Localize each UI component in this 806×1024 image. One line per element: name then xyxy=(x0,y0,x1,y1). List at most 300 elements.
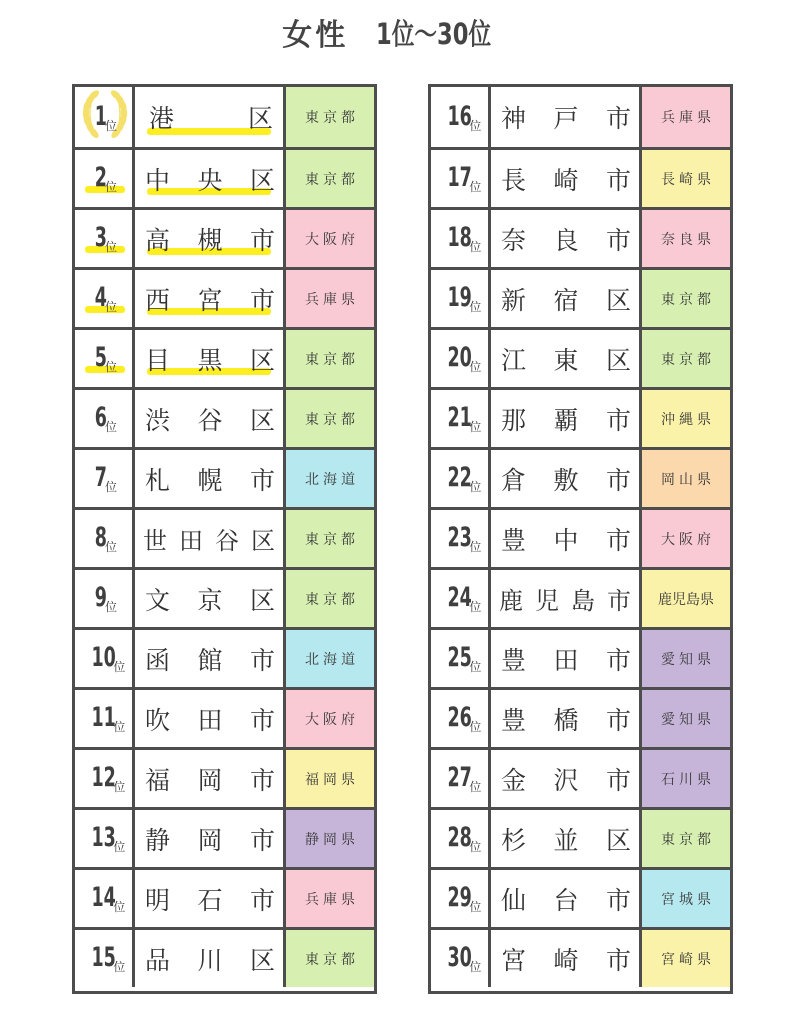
prefecture-cell xyxy=(286,270,374,327)
rank-label xyxy=(75,510,132,567)
prefecture-cell xyxy=(642,810,730,867)
ranking-row xyxy=(75,507,374,567)
rank-label xyxy=(75,630,132,687)
rank-cell xyxy=(431,630,491,687)
ranking-row xyxy=(75,747,374,807)
city-char: 区 xyxy=(249,345,275,375)
city-char: 京 xyxy=(197,585,223,615)
rank-cell xyxy=(75,750,135,807)
city-name xyxy=(145,210,275,267)
rank-number: 7 xyxy=(94,462,107,493)
prefecture-cell xyxy=(642,510,730,567)
ranking-row xyxy=(431,867,730,927)
rank-suffix: 位 xyxy=(113,900,126,914)
prefecture-name: 東京都 xyxy=(661,831,715,848)
rank-suffix: 位 xyxy=(104,180,117,194)
city-char: 市 xyxy=(605,225,631,255)
rank-label xyxy=(431,270,488,327)
prefecture-name: 宮崎県 xyxy=(661,951,715,968)
rank-number: 19 xyxy=(447,282,472,313)
rank-suffix: 位 xyxy=(469,118,482,133)
city-char: 豊 xyxy=(501,705,527,735)
ranking-row xyxy=(75,927,374,987)
rank-label xyxy=(431,690,488,747)
city-name xyxy=(145,150,275,207)
prefecture-cell xyxy=(286,930,374,987)
rank-suffix: 位 xyxy=(469,840,482,854)
rank-label xyxy=(75,690,132,747)
prefecture-cell xyxy=(286,150,374,207)
city-char: 児 xyxy=(535,587,559,615)
city-char: 市 xyxy=(249,465,275,495)
rank-number: 14 xyxy=(91,882,116,913)
city-char: 市 xyxy=(605,765,631,795)
city-char: 東 xyxy=(553,345,579,375)
city-char: 市 xyxy=(249,705,275,735)
rank-suffix: 位 xyxy=(469,300,482,314)
rank-suffix: 位 xyxy=(469,600,482,614)
prefecture-cell xyxy=(642,930,730,987)
prefecture-cell xyxy=(642,570,730,627)
city-char: 区 xyxy=(249,165,275,195)
city-char: 高 xyxy=(145,225,171,255)
prefecture-name: 福岡県 xyxy=(305,771,359,788)
rank-cell xyxy=(431,570,491,627)
rank-number: 4 xyxy=(94,282,107,313)
prefecture-name: 大阪府 xyxy=(305,231,359,248)
city-name xyxy=(145,750,275,807)
city-char: 杉 xyxy=(501,825,527,855)
rank-cell xyxy=(75,630,135,687)
rank-cell xyxy=(75,390,135,447)
rank-cell xyxy=(75,870,135,927)
city-char: 仙 xyxy=(501,885,527,915)
city-cell xyxy=(491,510,642,567)
city-char: 区 xyxy=(605,345,631,375)
prefecture-name: 東京都 xyxy=(305,531,359,548)
city-char: 奈 xyxy=(501,225,527,255)
rank-cell xyxy=(75,210,135,267)
rank-cell xyxy=(431,87,491,147)
rank-suffix: 位 xyxy=(113,960,126,974)
ranking-row xyxy=(431,387,730,447)
city-char: 田 xyxy=(179,527,203,555)
rank-suffix: 位 xyxy=(469,780,482,794)
rank-cell xyxy=(75,570,135,627)
rank-suffix: 位 xyxy=(104,420,117,434)
city-cell xyxy=(135,330,286,387)
ranking-row xyxy=(431,567,730,627)
rank-number: 8 xyxy=(94,522,107,553)
rank-cell xyxy=(75,150,135,207)
city-cell xyxy=(135,210,286,267)
ranking-row xyxy=(75,867,374,927)
prefecture-name: 岡山県 xyxy=(661,471,715,488)
city-cell xyxy=(135,630,286,687)
ranking-row xyxy=(75,627,374,687)
city-cell xyxy=(135,570,286,627)
prefecture-cell xyxy=(642,390,730,447)
rank-suffix: 位 xyxy=(469,360,482,374)
city-char: 央 xyxy=(197,165,223,195)
prefecture-name: 東京都 xyxy=(305,171,359,188)
rank-number: 29 xyxy=(447,882,472,913)
prefecture-name: 兵庫県 xyxy=(305,291,359,308)
city-char: 函 xyxy=(145,645,171,675)
rank-number: 28 xyxy=(447,822,472,853)
city-char: 市 xyxy=(249,825,275,855)
city-name xyxy=(501,330,631,387)
city-char: 文 xyxy=(145,585,171,615)
prefecture-cell xyxy=(642,330,730,387)
city-name xyxy=(145,270,275,327)
city-char: 市 xyxy=(605,885,631,915)
rank-suffix: 位 xyxy=(104,240,117,254)
city-name xyxy=(145,690,275,747)
city-char: 市 xyxy=(249,765,275,795)
ranking-row xyxy=(75,807,374,867)
prefecture-name: 北海道 xyxy=(305,651,359,668)
rank-number: 12 xyxy=(91,762,116,793)
rank-cell xyxy=(431,690,491,747)
city-cell xyxy=(491,450,642,507)
rank-cell xyxy=(75,810,135,867)
rank-cell xyxy=(431,210,491,267)
prefecture-cell xyxy=(286,690,374,747)
prefecture-cell xyxy=(286,810,374,867)
rank-label xyxy=(431,750,488,807)
city-char: 新 xyxy=(501,285,527,315)
rank-number: 27 xyxy=(447,762,472,793)
rank-cell xyxy=(431,390,491,447)
city-name xyxy=(145,330,275,387)
rank-label xyxy=(75,87,132,147)
prefecture-name: 鹿児島県 xyxy=(658,591,714,608)
city-char: 宮 xyxy=(197,285,223,315)
rank-number: 23 xyxy=(447,522,472,553)
prefecture-cell xyxy=(286,330,374,387)
rank-number: 16 xyxy=(447,100,472,132)
city-char: 市 xyxy=(605,465,631,495)
city-cell xyxy=(135,870,286,927)
city-name xyxy=(501,690,631,747)
city-char: 鹿 xyxy=(499,587,523,615)
city-char: 敷 xyxy=(553,465,579,495)
rank-suffix: 位 xyxy=(104,600,117,614)
city-char: 沢 xyxy=(553,765,579,795)
rank-label xyxy=(431,450,488,507)
city-char: 神 xyxy=(501,104,527,133)
ranking-row xyxy=(431,807,730,867)
city-char: 市 xyxy=(605,405,631,435)
ranking-row xyxy=(75,687,374,747)
rank-number: 3 xyxy=(94,222,107,253)
city-name xyxy=(145,390,275,447)
city-char: 田 xyxy=(197,705,223,735)
city-cell xyxy=(491,690,642,747)
city-cell xyxy=(135,810,286,867)
city-name xyxy=(145,570,275,627)
rank-label xyxy=(75,390,132,447)
ranking-row xyxy=(431,207,730,267)
city-char: 台 xyxy=(553,885,579,915)
prefecture-name: 大阪府 xyxy=(305,711,359,728)
city-cell xyxy=(491,330,642,387)
prefecture-name: 長崎県 xyxy=(661,171,715,188)
city-char: 江 xyxy=(501,345,527,375)
city-char: 市 xyxy=(605,525,631,555)
city-char: 明 xyxy=(145,885,171,915)
city-cell xyxy=(491,750,642,807)
rank-label xyxy=(75,810,132,867)
ranking-row xyxy=(431,447,730,507)
rank-suffix: 位 xyxy=(104,480,117,494)
rank-number: 24 xyxy=(447,582,472,613)
rank-label xyxy=(75,570,132,627)
prefecture-cell xyxy=(286,390,374,447)
city-char: 市 xyxy=(249,285,275,315)
city-name xyxy=(501,510,631,567)
city-char: 区 xyxy=(605,825,631,855)
rank-label xyxy=(75,750,132,807)
prefecture-cell xyxy=(642,690,730,747)
rank-number: 15 xyxy=(91,942,116,973)
city-char: 宿 xyxy=(553,285,579,315)
rank-suffix: 位 xyxy=(469,420,482,434)
ranking-row xyxy=(75,267,374,327)
rank-number: 6 xyxy=(94,402,107,433)
prefecture-cell xyxy=(286,570,374,627)
city-char: 川 xyxy=(197,945,223,975)
rank-label xyxy=(431,630,488,687)
rank-cell xyxy=(75,87,135,147)
ranking-table-right xyxy=(428,84,733,994)
rank-label xyxy=(431,510,488,567)
ranking-row xyxy=(75,147,374,207)
city-char: 島 xyxy=(571,587,595,615)
rank-label xyxy=(75,270,132,327)
city-char: 市 xyxy=(605,104,631,133)
rank-number: 11 xyxy=(91,702,116,733)
ranking-row xyxy=(75,87,374,147)
city-char: 豊 xyxy=(501,645,527,675)
city-name xyxy=(501,870,631,927)
rank-label xyxy=(431,810,488,867)
rank-suffix: 位 xyxy=(469,480,482,494)
ranking-table-left xyxy=(72,84,377,994)
city-char: 良 xyxy=(553,225,579,255)
city-char: 岡 xyxy=(197,765,223,795)
city-char: 市 xyxy=(249,885,275,915)
rank-label xyxy=(75,150,132,207)
city-cell xyxy=(135,690,286,747)
city-char: 市 xyxy=(605,945,631,975)
prefecture-cell xyxy=(642,270,730,327)
prefecture-name: 大阪府 xyxy=(661,531,715,548)
city-cell xyxy=(135,450,286,507)
city-name xyxy=(143,510,275,567)
rank-label xyxy=(431,870,488,927)
rank-number: 10 xyxy=(91,642,116,673)
title-main: 女性 xyxy=(282,18,349,53)
prefecture-cell xyxy=(642,150,730,207)
city-name xyxy=(501,150,631,207)
ranking-row xyxy=(75,447,374,507)
rank-suffix: 位 xyxy=(104,118,117,133)
rank-cell xyxy=(431,150,491,207)
rank-cell xyxy=(431,810,491,867)
city-char: 幌 xyxy=(197,465,223,495)
city-char: 区 xyxy=(249,945,275,975)
city-char: 谷 xyxy=(215,527,239,555)
city-char: 崎 xyxy=(553,165,579,195)
city-cell xyxy=(491,930,642,987)
city-char: 長 xyxy=(501,165,527,195)
rank-cell xyxy=(431,330,491,387)
ranking-row xyxy=(431,687,730,747)
prefecture-name: 沖縄県 xyxy=(661,411,715,428)
ranking-row xyxy=(75,567,374,627)
rank-suffix: 位 xyxy=(469,240,482,254)
prefecture-cell xyxy=(642,87,730,147)
rank-label xyxy=(431,210,488,267)
city-name xyxy=(145,930,275,987)
prefecture-cell xyxy=(642,450,730,507)
ranking-row xyxy=(431,147,730,207)
rank-number: 26 xyxy=(447,702,472,733)
ranking-row xyxy=(431,747,730,807)
city-name xyxy=(501,390,631,447)
rank-suffix: 位 xyxy=(104,360,117,374)
city-char: 目 xyxy=(145,345,171,375)
rank-cell xyxy=(431,450,491,507)
rank-suffix: 位 xyxy=(113,780,126,794)
rank-number: 1 xyxy=(94,100,107,132)
city-char: 館 xyxy=(197,645,223,675)
rank-cell xyxy=(431,870,491,927)
ranking-row xyxy=(75,387,374,447)
city-char: 世 xyxy=(143,527,167,555)
prefecture-cell xyxy=(642,870,730,927)
rank-number: 21 xyxy=(447,402,472,433)
rank-label xyxy=(431,150,488,207)
city-char: 区 xyxy=(605,285,631,315)
rank-suffix: 位 xyxy=(113,660,126,674)
city-cell xyxy=(491,270,642,327)
prefecture-name: 石川県 xyxy=(661,771,715,788)
rank-cell xyxy=(431,510,491,567)
prefecture-cell xyxy=(286,510,374,567)
city-cell xyxy=(135,150,286,207)
rank-suffix: 位 xyxy=(104,540,117,554)
prefecture-name: 静岡県 xyxy=(305,831,359,848)
city-char: 静 xyxy=(145,825,171,855)
rank-label xyxy=(75,450,132,507)
city-name xyxy=(149,87,273,147)
city-char: 市 xyxy=(249,645,275,675)
city-cell xyxy=(135,750,286,807)
rank-label xyxy=(431,570,488,627)
city-char: 並 xyxy=(553,825,579,855)
city-char: 谷 xyxy=(197,405,223,435)
rank-number: 2 xyxy=(94,162,107,193)
city-name xyxy=(501,87,631,147)
city-char: 区 xyxy=(247,104,273,133)
city-cell xyxy=(135,930,286,987)
city-name xyxy=(145,810,275,867)
city-cell xyxy=(491,390,642,447)
prefecture-name: 宮城県 xyxy=(661,891,715,908)
city-cell xyxy=(491,150,642,207)
city-char: 石 xyxy=(197,885,223,915)
city-name xyxy=(501,630,631,687)
rank-number: 20 xyxy=(447,342,472,373)
prefecture-name: 愛知県 xyxy=(661,651,715,668)
prefecture-cell xyxy=(286,450,374,507)
rank-label xyxy=(75,330,132,387)
ranking-row xyxy=(431,87,730,147)
prefecture-cell xyxy=(642,630,730,687)
city-char: 倉 xyxy=(501,465,527,495)
city-char: 市 xyxy=(605,705,631,735)
prefecture-cell xyxy=(286,87,374,147)
city-char: 宮 xyxy=(501,945,527,975)
rank-number: 18 xyxy=(447,222,472,253)
rank-suffix: 位 xyxy=(469,540,482,554)
city-char: 区 xyxy=(249,585,275,615)
city-cell xyxy=(135,510,286,567)
city-name xyxy=(145,630,275,687)
city-char: 札 xyxy=(145,465,171,495)
city-char: 岡 xyxy=(197,825,223,855)
city-char: 福 xyxy=(145,765,171,795)
prefecture-name: 兵庫県 xyxy=(661,110,715,126)
city-cell xyxy=(491,87,642,147)
city-cell xyxy=(491,210,642,267)
city-char: 橋 xyxy=(553,705,579,735)
city-name xyxy=(501,450,631,507)
prefecture-name: 東京都 xyxy=(305,411,359,428)
city-name xyxy=(499,570,631,627)
city-char: 区 xyxy=(249,405,275,435)
city-char: 豊 xyxy=(501,525,527,555)
city-cell xyxy=(491,870,642,927)
city-name xyxy=(501,750,631,807)
city-cell xyxy=(135,87,286,147)
ranking-row xyxy=(431,927,730,987)
rank-suffix: 位 xyxy=(469,180,482,194)
city-char: 品 xyxy=(145,945,171,975)
rank-cell xyxy=(431,750,491,807)
rank-suffix: 位 xyxy=(113,720,126,734)
city-char: 金 xyxy=(501,765,527,795)
rank-cell xyxy=(75,450,135,507)
prefecture-cell xyxy=(286,750,374,807)
prefecture-name: 東京都 xyxy=(305,951,359,968)
prefecture-name: 東京都 xyxy=(661,351,715,368)
ranking-row xyxy=(431,327,730,387)
rank-number: 17 xyxy=(447,162,472,193)
city-cell xyxy=(135,270,286,327)
city-char: 西 xyxy=(145,285,171,315)
city-char: 那 xyxy=(501,405,527,435)
prefecture-cell xyxy=(286,870,374,927)
prefecture-cell xyxy=(642,210,730,267)
city-name xyxy=(501,270,631,327)
city-cell xyxy=(491,570,642,627)
rank-cell xyxy=(75,690,135,747)
rank-number: 25 xyxy=(447,642,472,673)
